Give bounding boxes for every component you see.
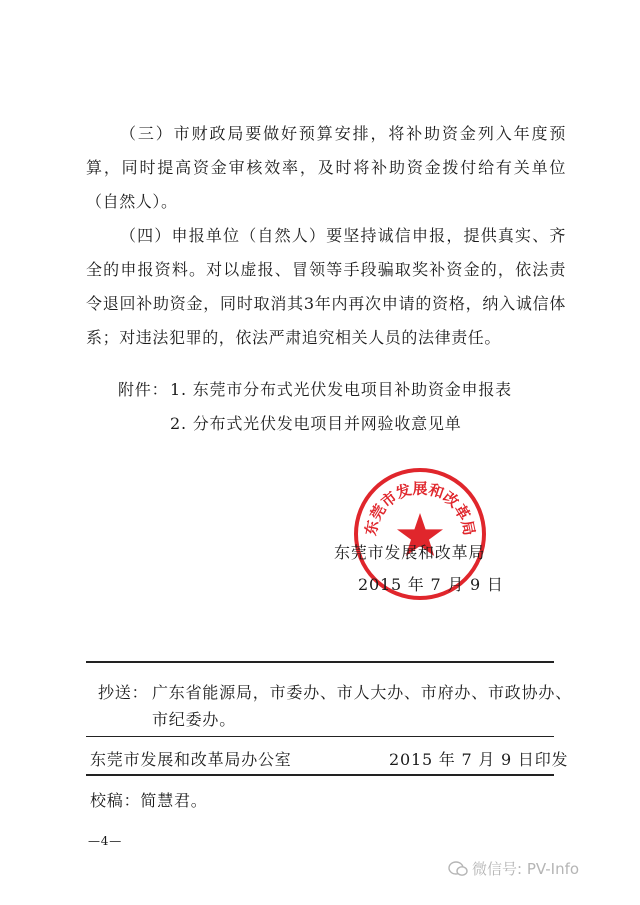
signature-date: 2015 年 7 月 9 日 <box>358 575 504 594</box>
svg-text:东莞市发展和改革局: 东莞市发展和改革局 <box>361 479 479 538</box>
page-number: —4— <box>88 834 123 848</box>
attachment-item-2: 2. 分布式光伏发电项目并网验收意见单 <box>170 414 462 433</box>
attachments-label: 附件： <box>118 380 169 399</box>
bottom-rule <box>86 774 554 776</box>
attachment-item-1: 1. 东莞市分布式光伏发电项目补助资金申报表 <box>170 380 512 399</box>
cc-label: 抄送： <box>98 683 149 702</box>
cc-recipients-line-2: 市纪委办。 <box>152 710 237 729</box>
top-rule <box>86 661 554 663</box>
issue-date: 2015 年 7 月 9 日印发 <box>389 750 569 769</box>
middle-rule <box>86 736 554 737</box>
issuing-office: 东莞市发展和改革局办公室 <box>90 750 292 769</box>
paragraph-3: （三）市财政局要做好预算安排，将补助资金列入年度预算，同时提高资金审核效率，及时将补助资金拨付给有关单位（自然人）。 <box>86 124 566 211</box>
wechat-watermark <box>448 858 579 879</box>
watermark-text: 微信号: PV-Info <box>472 860 580 878</box>
cc-recipients-line-1: 广东省能源局，市委办、市人大办、市府办、市政协办、 <box>152 683 573 702</box>
wechat-icon <box>448 861 468 877</box>
signature-org: 东莞市发展和改革局 <box>334 543 486 562</box>
proofreader: 校稿：简慧君。 <box>90 791 208 810</box>
paragraph-4: （四）申报单位（自然人）要坚持诚信申报，提供真实、齐全的申报资料。对以虚报、冒领等手段骗取奖补资金的，依法责令退回补助资金，同时取消其3年内再次申请的资格，纳入诚信体系；对违法犯罪的，依法严肃追究相关人员的法律责任。 <box>86 226 566 347</box>
